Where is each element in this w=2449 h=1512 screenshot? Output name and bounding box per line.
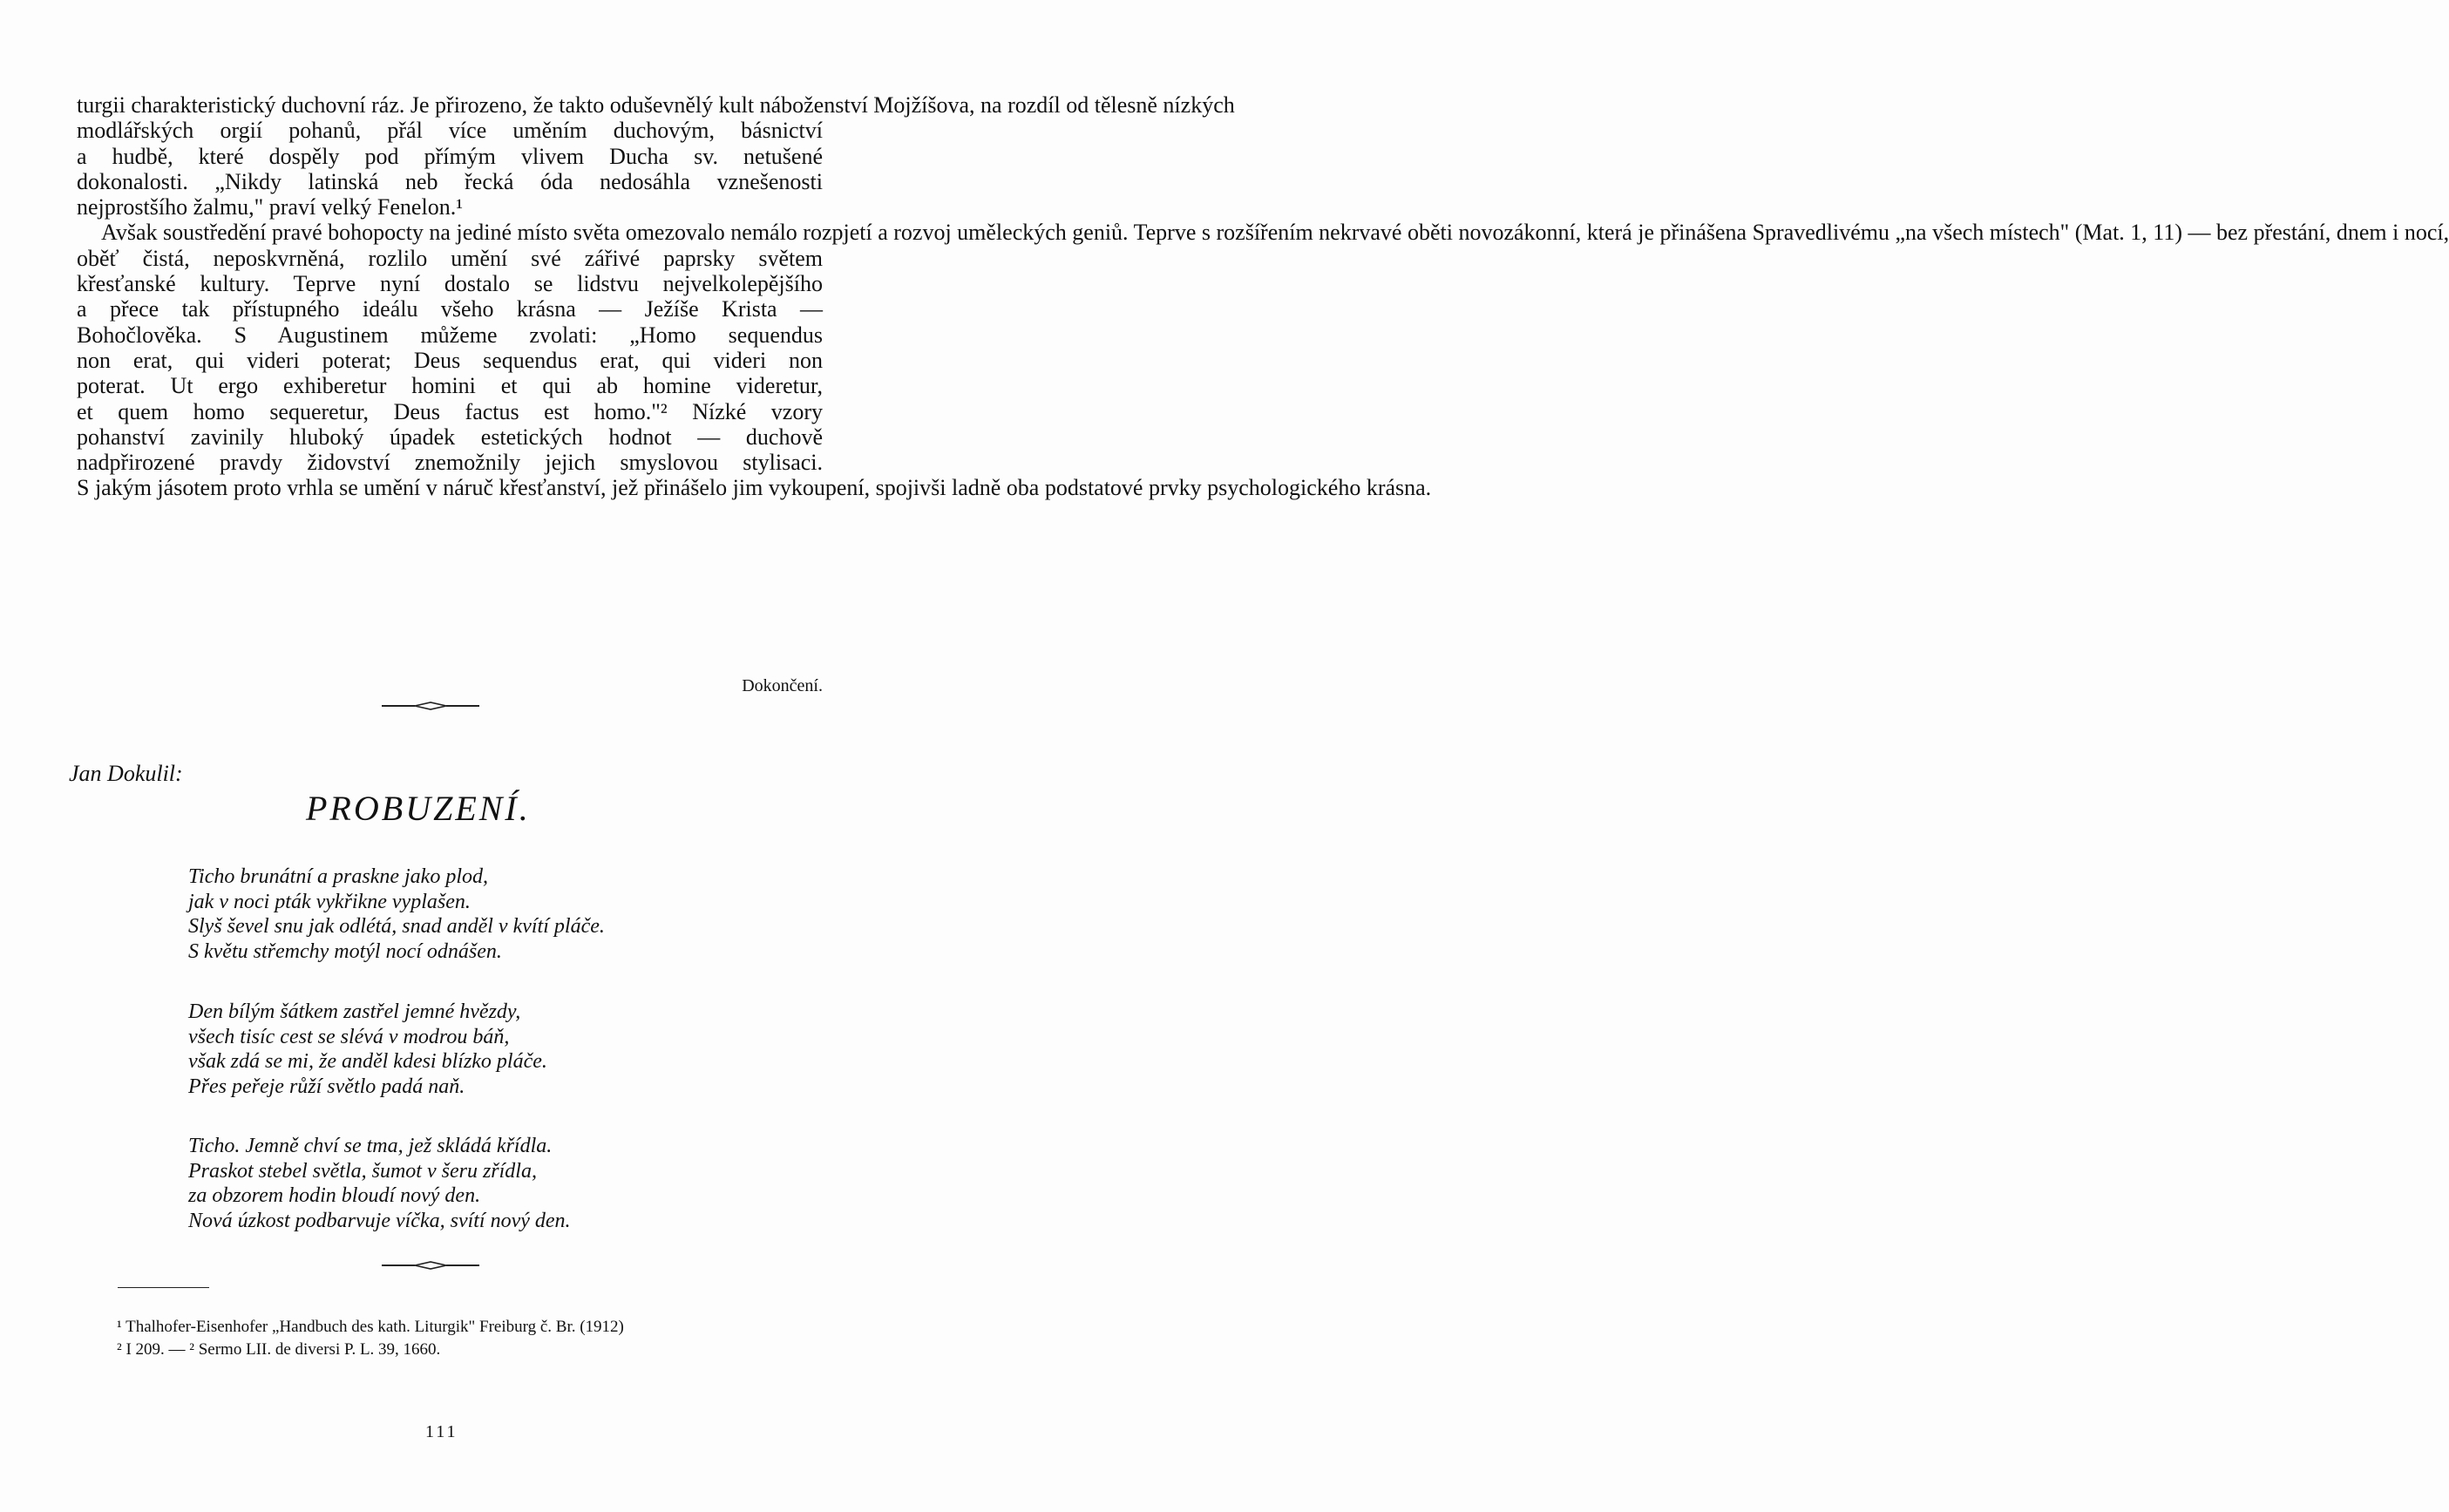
prose-body	[77, 92, 2449, 501]
verse-line: Ticho brunátní a praskne jako plod,	[188, 865, 488, 888]
prose-line: nadpřirozené pravdy židovství znemožnily jejich smyslovou stylisaci.	[77, 450, 823, 476]
verse-line: Přes peřeje růží světlo padá naň.	[188, 1075, 465, 1098]
verse-line: S květu střemchy motýl nocí odnášen.	[188, 939, 502, 963]
verse-line: však zdá se mi, že anděl kdesi blízko pláče.	[188, 1050, 547, 1073]
prose-line: a hudbě, které dospěly pod přímým vlivem Ducha sv. netušené	[77, 143, 823, 169]
prose-line: non erat, qui videri poterat; Deus sequendus erat, qui videri non	[77, 347, 823, 373]
prose-line: S jakým jásotem proto vrhla se umění v náruč křesťanství, jež přinášelo jim vykoupení, spojivši ladně oba podstatové prvky psychologického krásna.	[77, 475, 1432, 501]
prose-line: modlářských orgií pohanů, přál více uměním duchovým, básnictví	[77, 118, 823, 144]
prose-line: dokonalosti. „Nikdy latinská neb řecká óda nedosáhla vznešenosti	[77, 168, 823, 194]
poem-stanza	[188, 1134, 571, 1233]
verse-line: Nová úzkost podbarvuje víčka, svítí nový den.	[188, 1209, 571, 1232]
page-number: 111	[425, 1422, 458, 1441]
prose-line: turgii charakteristický duchovní ráz. Je přirozeno, že takto oduševnělý kult náboženství Mojžíšova, na rozdíl od tělesně nízkých	[77, 92, 1235, 118]
section-divider-ornament	[382, 1258, 479, 1272]
footnotes	[117, 1316, 624, 1361]
prose-line: pohanství zavinily hluboký úpadek estetických hodnot — duchově	[77, 424, 823, 450]
prose-line: a přece tak přístupného ideálu všeho krásna — Ježíše Krista —	[77, 296, 823, 322]
verse-line: Praskot stebel světla, šumot v šeru zřídla,	[188, 1159, 537, 1183]
verse-line: Den bílým šátkem zastřel jemné hvězdy,	[188, 1000, 521, 1023]
prose-line: Avšak soustředění pravé bohopocty na jediné místo světa omezovalo nemálo rozpjetí a rozvoj uměleckých geniů. Teprve s rozšířením nekrvavé oběti novozákonní, která je přinášena Spravedlivému „na všech místech" (Mat. 1, 11) — bez přestání, dnem i nocí,	[101, 220, 2449, 246]
prose-line: oběť čistá, neposkvrněná, rozlilo umění své zářivé paprsky světem	[77, 245, 823, 271]
prose-line: Bohočlověka. S Augustinem můžeme zvolati: „Homo sequendus	[77, 322, 823, 348]
footnote-rule	[118, 1287, 209, 1288]
poem-title: PROBUZENÍ.	[306, 789, 531, 828]
footnote: ¹ Thalhofer-Eisenhofer „Handbuch des kath. Liturgik" Freiburg č. Br. (1912)	[117, 1318, 624, 1336]
continuation-note: Dokončení.	[742, 676, 823, 695]
poem-author: Jan Dokulil:	[69, 761, 183, 786]
verse-line: všech tisíc cest se slévá v modrou báň,	[188, 1025, 510, 1048]
prose-line: křesťanské kultury. Teprve nyní dostalo se lidstvu nejvelkolepějšího	[77, 271, 823, 297]
section-divider-ornament	[382, 699, 479, 713]
footnote: ² I 209. — ² Sermo LII. de diversi P. L. 39, 1660.	[117, 1340, 441, 1359]
verse-line: Ticho. Jemně chví se tma, jež skládá křídla.	[188, 1135, 553, 1157]
verse-line: Slyš ševel snu jak odlétá, snad anděl v kvítí pláče.	[188, 915, 605, 938]
verse-line: jak v noci pták vykřikne vyplašen.	[188, 890, 471, 913]
poem-stanza	[188, 864, 605, 964]
prose-line: nejprostšího žalmu," praví velký Fenelon.¹	[77, 194, 463, 220]
poem-stanza	[188, 1000, 547, 1099]
prose-line: poterat. Ut ergo exhiberetur homini et qui ab homine videretur,	[77, 373, 823, 399]
prose-line: et quem homo sequeretur, Deus factus est homo."² Nízké vzory	[77, 398, 823, 424]
verse-line: za obzorem hodin bloudí nový den.	[188, 1184, 481, 1207]
